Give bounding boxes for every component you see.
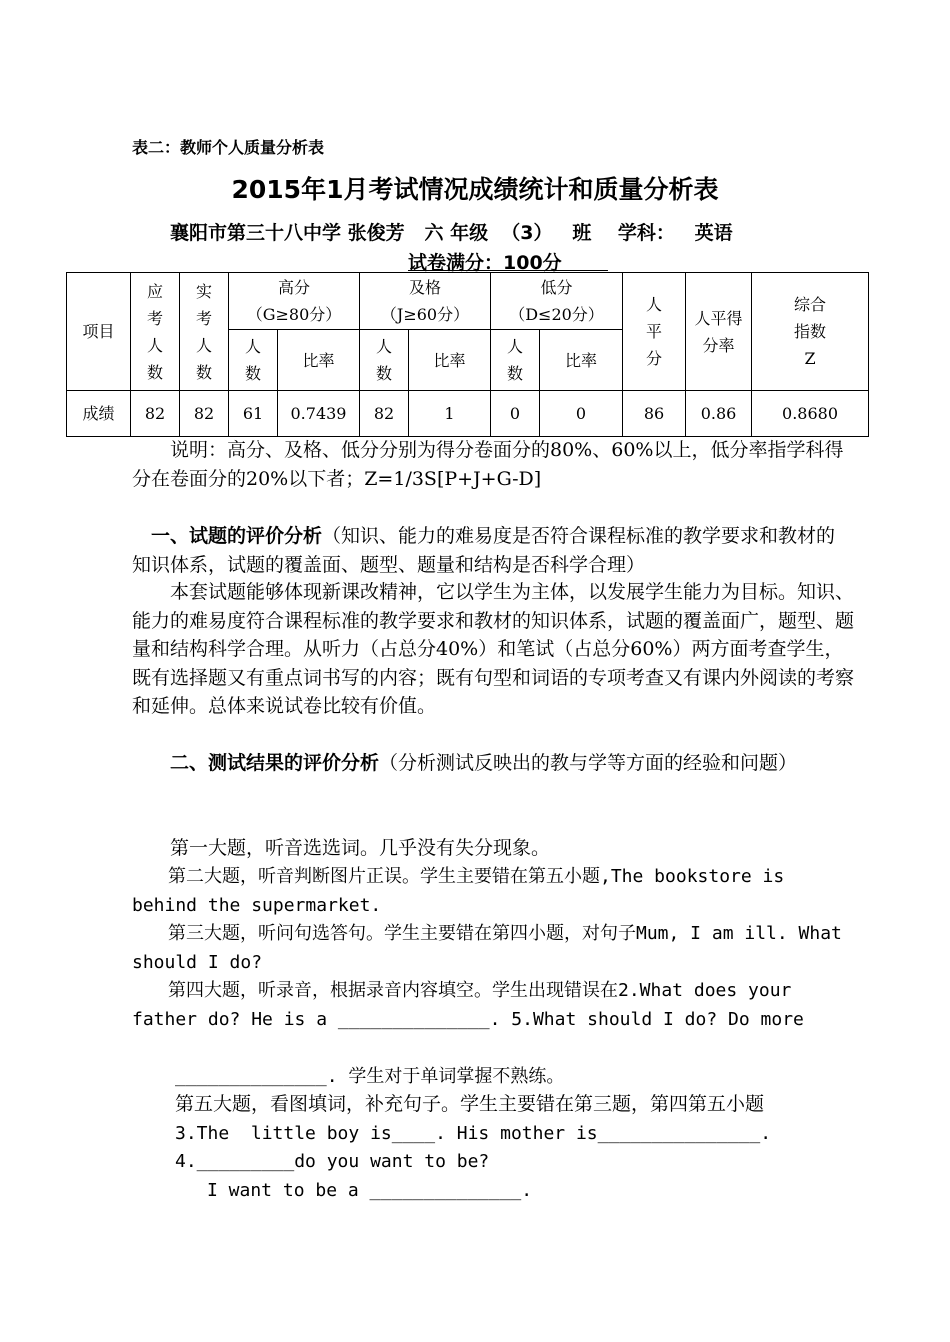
page-title: 2015年1月考试情况成绩统计和质量分析表: [231, 175, 719, 204]
section-1: [132, 522, 854, 579]
question-3-analysis: 第三大题，听问句选答句。学生主要错在第四小题，对句子Mum, I am ill. What should I do?: [132, 923, 842, 973]
question-2-analysis: 第二大题，听音判断图片正误。学生主要错在第五小题,The bookstore is behind the supermarket.: [132, 866, 785, 916]
cell-low-count: 0: [491, 391, 540, 437]
cell-index: 0.8680: [752, 391, 869, 437]
header-low-score: 低分 （D≤20分）: [491, 273, 623, 330]
cell-low-rate: 0: [540, 391, 623, 437]
header-low-count: 人数: [491, 330, 540, 391]
cell-pass-rate: 1: [409, 391, 491, 437]
header-should-count: 应考人数: [131, 273, 180, 391]
section-2-heading: 二、测试结果的评价分析: [170, 752, 380, 774]
question-4-analysis: 第四大题，听录音，根据录音内容填空。学生出现错误在2.What does your father do? He is a ______________. 5.What should I do? Do more: [132, 980, 804, 1030]
section-1-body: 本套试题能够体现新课改精神，它以学生为主体，以发展学生能力为目标。知识、能力的难易度符合课程标准的教学要求和教材的知识体系，试题的覆盖面广，题型、题量和结构科学合理。从听力（占总分40%）和笔试（占总分60%）两方面考查学生，既有选择题又有重点词书写的内容；既有句型和词语的专项考查又有课内外阅读的考察和延伸。总体来说试卷比较有价值。: [132, 581, 855, 717]
section-1-description: （知识、能力的难易度是否符合课程标准的教学要求和教材的知识体系，试题的覆盖面、题型、题量和结构是否科学合理）: [132, 525, 836, 576]
cell-high-rate: 0.7439: [278, 391, 360, 437]
section-1-heading: 一、试题的评价分析: [151, 525, 323, 547]
header-composite-index: 综合指数 Z: [752, 273, 869, 391]
question-4-continued: ______________. 学生对于单词掌握不熟练。: [175, 1066, 565, 1087]
cell-average: 86: [623, 391, 686, 437]
cell-should: 82: [131, 391, 180, 437]
cell-average-rate: 0.86: [686, 391, 752, 437]
header-average: 人平分: [623, 273, 686, 391]
header-high-rate: 比率: [278, 330, 360, 391]
school-teacher-line: 襄阳市第三十八中学 张俊芳 六 年级 （3） 班 学科： 英语: [170, 222, 733, 244]
note-paragraph: 说明：高分、及格、低分分别为得分卷面分的80%、60%以上，低分率指学科得分在卷面分的20%以下者；Z=1/3S[P+J+G-D]: [132, 439, 844, 490]
header-average-rate: 人平得分率: [686, 273, 752, 391]
full-marks-line: 试卷满分：100分: [408, 252, 608, 274]
header-high-score: 高分 （G≥80分）: [229, 273, 360, 330]
cell-pass-count: 82: [360, 391, 409, 437]
section-2: [132, 749, 854, 778]
header-high-count: 人数: [229, 330, 278, 391]
header-low-rate: 比率: [540, 330, 623, 391]
score-statistics-table: [66, 272, 869, 437]
question-5-item-4-answer: I want to be a ______________.: [207, 1180, 533, 1201]
header-item: 项目: [67, 273, 131, 391]
header-pass-count: 人数: [360, 330, 409, 391]
table-label: 表二：教师个人质量分析表: [132, 138, 325, 157]
section-2-description: （分析测试反映出的教与学等方面的经验和问题）: [379, 752, 798, 774]
cell-high-count: 61: [229, 391, 278, 437]
question-5-item-4: 4._________do you want to be?: [175, 1151, 490, 1172]
table-row: [67, 391, 869, 437]
cell-actual: 82: [180, 391, 229, 437]
header-actual-count: 实考人数: [180, 273, 229, 391]
question-5-item-3: 3.The little boy is____. His mother is_______________.: [175, 1123, 772, 1144]
header-pass: 及格 （J≥60分）: [360, 273, 491, 330]
cell-label: 成绩: [67, 391, 131, 437]
question-5-analysis: 第五大题，看图填词，补充句子。学生主要错在第三题，第四第五小题: [175, 1093, 765, 1115]
question-1-analysis: 第一大题，听音选选词。几乎没有失分现象。: [170, 837, 551, 859]
header-pass-rate: 比率: [409, 330, 491, 391]
